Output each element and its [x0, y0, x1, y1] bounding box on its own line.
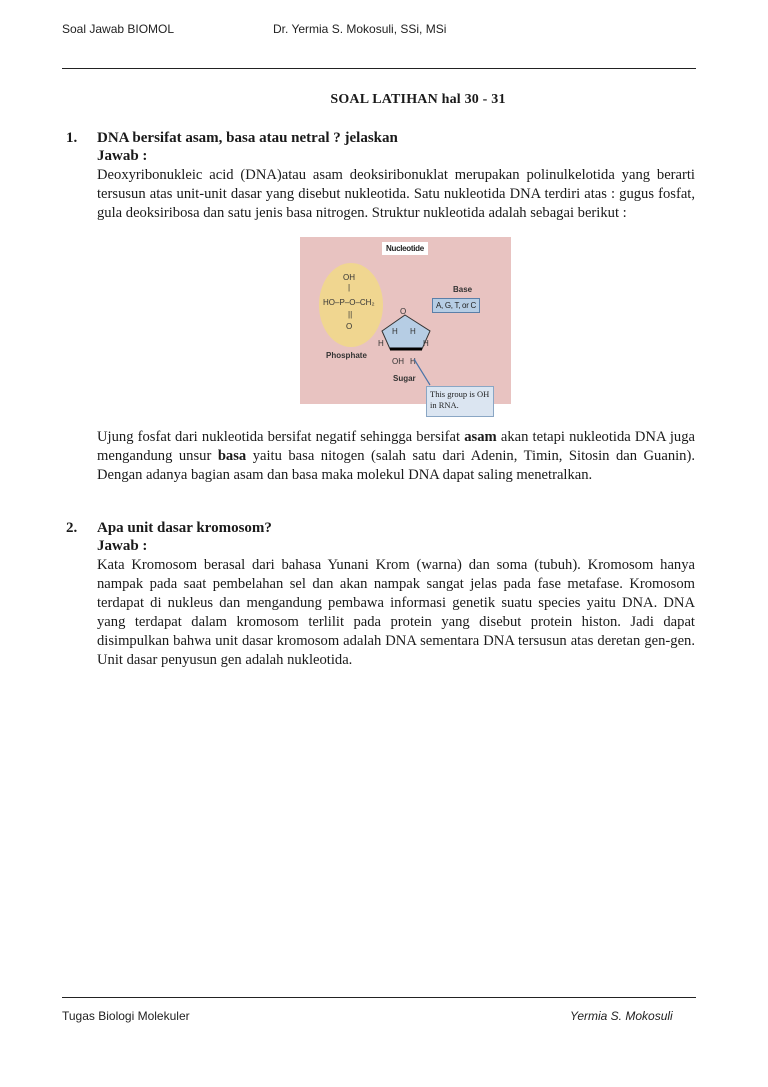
header-right: Dr. Yermia S. Mokosuli, SSi, MSi	[273, 22, 447, 36]
footer-rule	[62, 997, 696, 998]
bold-basa: basa	[217, 448, 247, 464]
figure-callout: This group is OH in RNA.	[426, 386, 494, 417]
question-2	[66, 520, 272, 537]
figure-title: Nucleotide	[382, 242, 428, 255]
base-label: Base	[453, 285, 473, 294]
text-span: yaitu basa nitogen (salah satu dari Adenin, Timin, Sitosin dan Guanin). Dengan adanya bagian asam dan basa maka molekul DNA dapat saling menetralkan.	[97, 448, 695, 483]
ring-oh: OH	[392, 357, 404, 366]
header-left: Soal Jawab BIOMOL	[62, 22, 175, 36]
chem-formula: HO–P–O–CH₂	[323, 298, 375, 307]
header-rule	[62, 68, 696, 69]
chem-double-bond: ||	[348, 310, 353, 319]
answer-intro: Deoxyribonukleic acid (DNA)atau asam deoksiribonuklat merupakan polinulkelotida yang berarti tersusun atas unit-unit dasar yang disebut nukleotida. Satu nukleotida DNA terdiri atas : gugus fosfat, gula deoksiribosa dan satu jenis basa nitrogen. Struktur nukleotida adalah sebagai berikut :	[97, 167, 695, 221]
ring-o: O	[400, 307, 407, 316]
sugar-label: Sugar	[393, 374, 416, 383]
footer-right: Yermia S. Mokosuli	[570, 1009, 673, 1023]
ring-h: H	[410, 327, 416, 336]
answer-label: Jawab :	[97, 538, 148, 554]
question-1	[66, 130, 398, 147]
page-title: SOAL LATIHAN hal 30 - 31	[330, 92, 506, 107]
callout-arrow-icon	[412, 357, 432, 387]
question-number: 1.	[66, 130, 78, 146]
ring-h: H	[423, 339, 429, 348]
ring-h: H	[392, 327, 398, 336]
question-text: DNA bersifat asam, basa atau netral ? jelaskan	[97, 130, 398, 146]
question-text: Apa unit dasar kromosom?	[97, 520, 272, 536]
answer-conclusion	[97, 428, 695, 485]
answer-label: Jawab :	[97, 148, 148, 164]
ring-h2: H	[410, 357, 416, 366]
phosphate-label: Phosphate	[326, 351, 367, 360]
sugar-ring-icon	[378, 313, 438, 353]
text-span: akan tetapi nukleotida DNA juga mengandung unsur	[97, 429, 695, 464]
chem-oh: OH	[343, 273, 355, 282]
bold-asam: asam	[464, 429, 497, 445]
ring-h: H	[378, 339, 384, 348]
chem-bond: |	[348, 283, 351, 292]
answer-text: Kata Kromosom berasal dari bahasa Yunani Krom (warna) dan soma (tubuh). Kromosom hanya nampak pada saat pembelahan sel dan akan nampak sangat jelas pada fase metafase. Kromosom terdapat di nukleus dan mengandung pembawa informasi genetik suatu species yaitu DNA. DNA yang terdapat dalam kromosom terlilit pada protein yang disebut protein histon. Jadi dapat disimpulkan bahwa unit dasar kromosom adalah DNA sementara DNA tersusun atas deretan gen-gen. Unit dasar penyusun gen adalah nukleotida.	[97, 557, 695, 668]
chem-o: O	[346, 322, 353, 331]
text-span: Ujung fosfat dari nukleotida bersifat negatif sehingga bersifat	[97, 429, 465, 445]
footer-left: Tugas Biologi Molekuler	[62, 1009, 190, 1023]
nucleotide-figure	[300, 237, 511, 404]
question-number: 2.	[66, 520, 78, 536]
base-box: A, G, T, or C	[432, 298, 480, 313]
